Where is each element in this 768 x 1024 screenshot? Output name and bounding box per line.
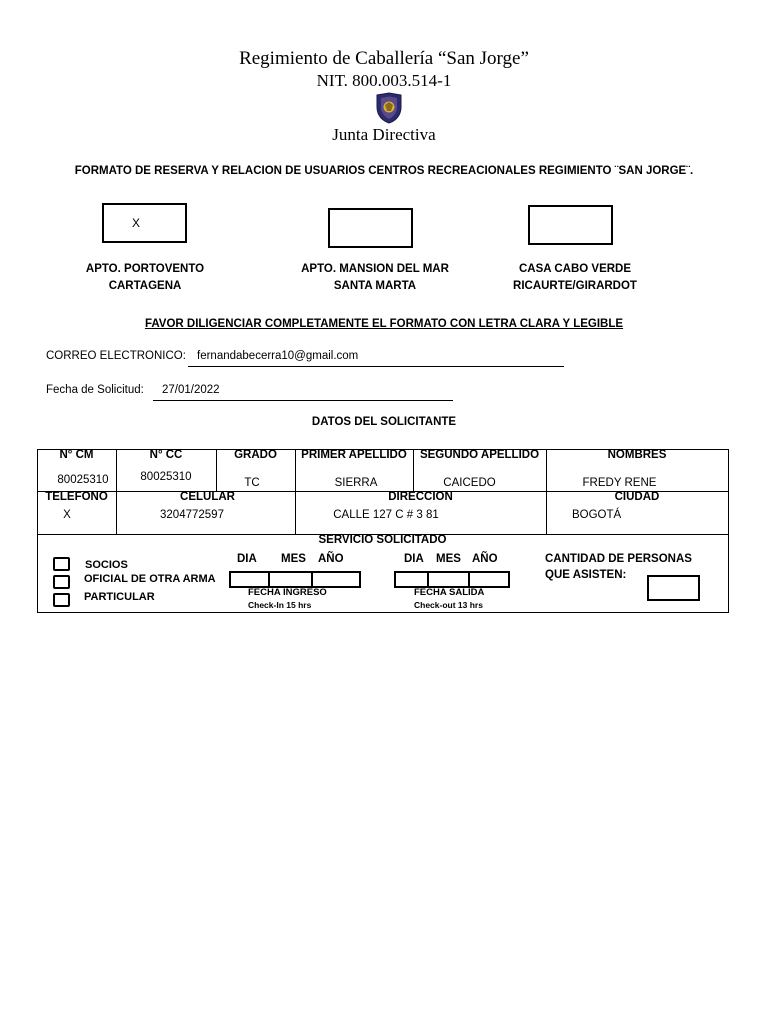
checkout-mes-label: MES <box>436 553 461 565</box>
checkout-month-field[interactable] <box>427 571 470 588</box>
option-box-portovento[interactable] <box>102 203 187 243</box>
value-direccion[interactable]: CALLE 127 C # 3 81 <box>333 509 439 521</box>
checkout-ano-label: AÑO <box>472 553 498 565</box>
checkin-dia-label: DIA <box>237 553 257 565</box>
option-box-mansion-del-mar[interactable] <box>328 208 413 248</box>
applicant-section-title: DATOS DEL SOLICITANTE <box>311 416 457 428</box>
option-box-cabo-verde[interactable] <box>528 205 613 245</box>
people-count-field[interactable] <box>647 575 700 601</box>
label-socios: SOCIOS <box>85 559 128 571</box>
checkin-time: Check-In 15 hrs <box>248 600 312 610</box>
checkout-time: Check-out 13 hrs <box>414 600 483 610</box>
checkout-day-field[interactable] <box>394 571 429 588</box>
checkin-year-field[interactable] <box>311 571 361 588</box>
value-segundo-apellido[interactable]: CAICEDO <box>443 477 496 489</box>
request-date-field[interactable] <box>153 382 453 401</box>
checkin-month-field[interactable] <box>268 571 313 588</box>
request-date-label: Fecha de Solicitud: <box>46 384 144 396</box>
header-celular: CELULAR <box>180 491 235 503</box>
header-ciudad: CIUDAD <box>614 491 660 503</box>
checkbox-particular[interactable] <box>53 593 70 607</box>
people-label-line1: CANTIDAD DE PERSONAS <box>545 553 692 565</box>
instruction-text: FAVOR DILIGENCIAR COMPLETAMENTE EL FORMATO CON LETRA CLARA Y LEGIBLE <box>144 318 624 330</box>
email-value: fernandabecerra10@gmail.com <box>197 350 359 362</box>
nit-number: NIT. 800.003.514-1 <box>316 71 452 90</box>
value-telefono[interactable]: X <box>63 509 71 521</box>
value-celular[interactable]: 3204772597 <box>160 509 224 521</box>
value-cc[interactable]: 80025310 <box>140 471 192 483</box>
header-cc: N° CC <box>149 449 183 461</box>
header-cm: N° CM <box>59 449 94 461</box>
shield-logo-icon <box>375 92 403 124</box>
people-label-line2: QUE ASISTEN: <box>545 569 627 581</box>
option-label-cabo-verde: CASA CABO VERDE RICAURTE/GIRARDOT <box>513 263 637 292</box>
checkbox-socios[interactable] <box>53 557 70 571</box>
checkout-label: FECHA SALIDA <box>414 587 485 598</box>
header-primer-apellido: PRIMER APELLIDO <box>301 449 407 461</box>
value-nombres[interactable]: FREDY RENE <box>582 477 657 489</box>
value-grado[interactable]: TC <box>244 477 260 489</box>
checkin-label: FECHA INGRESO <box>248 587 327 598</box>
option-label-portovento: APTO. PORTOVENTO CARTAGENA <box>85 263 205 292</box>
value-primer-apellido[interactable]: SIERRA <box>334 477 378 489</box>
label-oficial-otra-arma: OFICIAL DE OTRA ARMA <box>84 573 216 585</box>
checkin-mes-label: MES <box>281 553 306 565</box>
document-title: Regimiento de Caballería “San Jorge” <box>239 48 529 69</box>
checkin-day-field[interactable] <box>229 571 270 588</box>
header-telefono: TELEFONO <box>45 491 108 503</box>
header-segundo-apellido: SEGUNDO APELLIDO <box>419 449 540 461</box>
header-direccion: DIRECCION <box>388 491 453 503</box>
checkout-dia-label: DIA <box>404 553 424 565</box>
checkbox-oficial-otra-arma[interactable] <box>53 575 70 589</box>
checkout-year-field[interactable] <box>468 571 510 588</box>
option-mark: X <box>131 216 140 230</box>
format-title: FORMATO DE RESERVA Y RELACION DE USUARIOS CENTROS RECREACIONALES REGIMIENTO ¨SAN JORGE¨. <box>74 165 694 177</box>
value-cm[interactable]: 80025310 <box>57 474 109 486</box>
option-label-mansion-del-mar: APTO. MANSION DEL MAR SANTA MARTA <box>301 263 449 292</box>
value-ciudad[interactable]: BOGOTÁ <box>572 509 622 521</box>
header-nombres: NOMBRES <box>607 449 667 461</box>
request-date-value: 27/01/2022 <box>162 384 220 396</box>
header-grado: GRADO <box>234 449 277 461</box>
board-title: Junta Directiva <box>332 125 436 144</box>
email-label: CORREO ELECTRONICO: <box>46 350 186 362</box>
label-particular: PARTICULAR <box>84 591 155 603</box>
email-field[interactable] <box>188 349 564 367</box>
service-title: SERVICIO SOLICITADO <box>318 534 447 546</box>
checkin-ano-label: AÑO <box>318 553 344 565</box>
